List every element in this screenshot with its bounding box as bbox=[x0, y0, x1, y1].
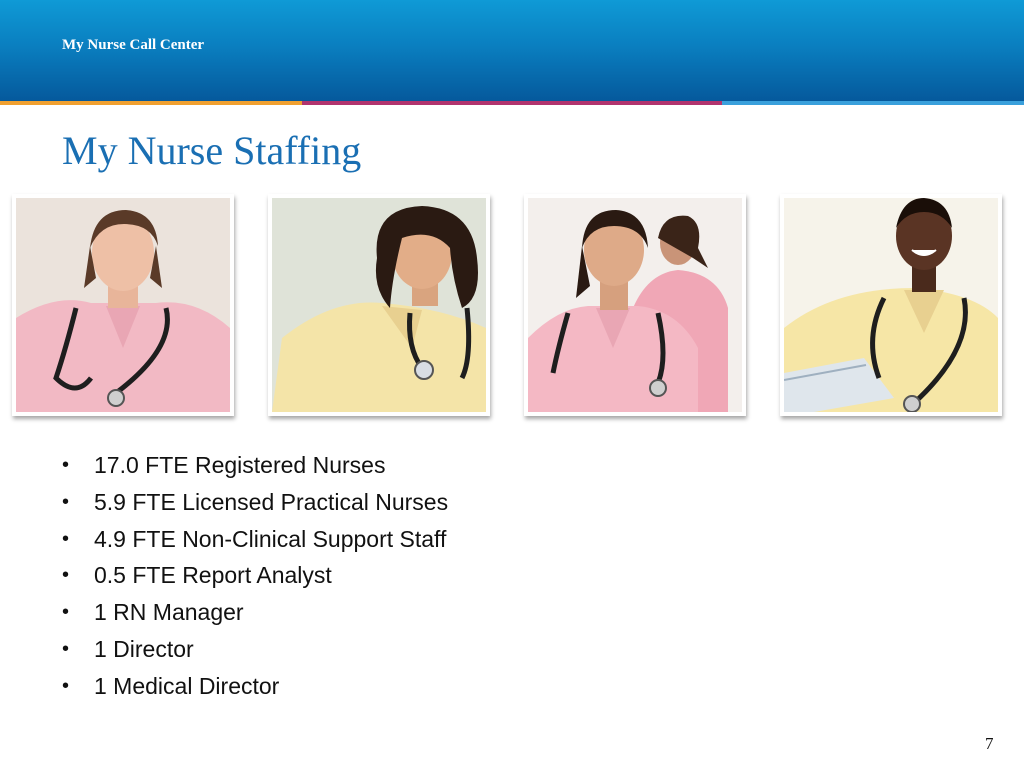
accent-magenta bbox=[302, 101, 722, 105]
bullet-dot: • bbox=[62, 564, 70, 587]
staffing-list bbox=[62, 447, 448, 705]
accent-blue bbox=[722, 101, 1024, 105]
list-item-text: 5.9 FTE Licensed Practical Nurses bbox=[94, 488, 449, 515]
list-item bbox=[62, 521, 448, 558]
page-number: 7 bbox=[985, 734, 994, 753]
nurse-photo-2 bbox=[268, 194, 490, 416]
header-title: My Nurse Call Center bbox=[62, 37, 205, 53]
list-item bbox=[62, 631, 448, 668]
list-item-text: 1 RN Manager bbox=[94, 599, 244, 626]
header-banner bbox=[0, 0, 1024, 101]
list-item-text: 4.9 FTE Non-Clinical Support Staff bbox=[94, 525, 447, 552]
list-item bbox=[62, 447, 448, 484]
list-item-text: 0.5 FTE Report Analyst bbox=[94, 562, 332, 589]
list-item bbox=[62, 594, 448, 631]
accent-bar bbox=[0, 101, 1024, 105]
bullet-dot: • bbox=[62, 601, 70, 624]
list-item bbox=[62, 484, 448, 521]
bullet-dot: • bbox=[62, 637, 70, 660]
bullet-dot: • bbox=[62, 490, 70, 513]
accent-orange bbox=[0, 101, 302, 105]
slide-title: My Nurse Staffing bbox=[62, 128, 362, 173]
bullet-dot: • bbox=[62, 454, 70, 476]
list-item bbox=[62, 557, 448, 594]
bullet-dot: • bbox=[62, 674, 70, 697]
nurse-photo-4 bbox=[780, 194, 1002, 416]
nurse-photo-3 bbox=[524, 194, 746, 416]
list-item-text: 17.0 FTE Registered Nurses bbox=[94, 452, 386, 478]
list-item bbox=[62, 668, 448, 705]
bullet-dot: • bbox=[62, 527, 70, 550]
list-item-text: 1 Director bbox=[94, 635, 194, 662]
nurse-photo-1 bbox=[12, 194, 234, 416]
list-item-text: 1 Medical Director bbox=[94, 672, 280, 699]
